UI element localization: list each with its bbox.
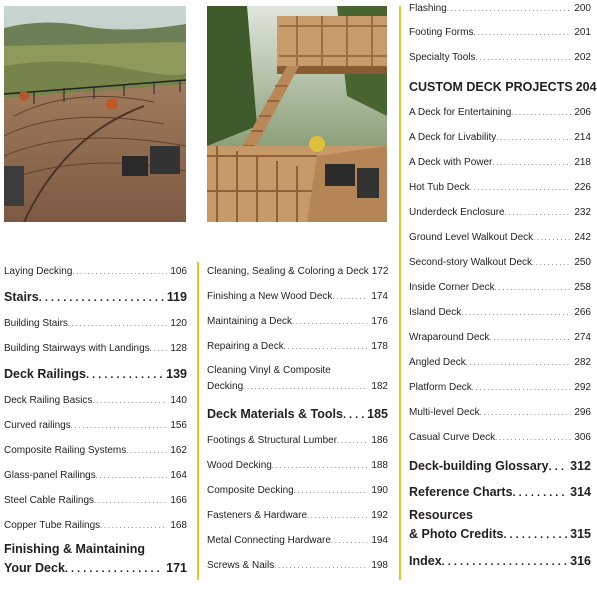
toc-entry[interactable]: Copper Tube Railings . . . 168 bbox=[4, 513, 187, 538]
toc-section-heading[interactable]: Index . . . 316 bbox=[409, 546, 591, 574]
toc-entry-line: Cleaning Vinyl & Composite bbox=[207, 365, 331, 376]
toc-entry[interactable]: Laying Decking . . . 106 bbox=[4, 259, 187, 284]
toc-entry[interactable]: Island Deck . . . 266 bbox=[409, 300, 591, 325]
toc-heading-line: Resources bbox=[409, 508, 473, 522]
toc-entry[interactable]: Metal Connecting Hardware . . . 194 bbox=[207, 528, 388, 553]
toc-entry[interactable]: Fasteners & Hardware . . . 192 bbox=[207, 503, 388, 528]
toc-entry[interactable]: Platform Deck . . . 292 bbox=[409, 375, 591, 400]
toc-section-heading[interactable]: Reference Charts . . . 314 bbox=[409, 478, 591, 504]
toc-entry[interactable]: Casual Curve Deck . . . 306 bbox=[409, 425, 591, 450]
toc-entry[interactable]: Finishing a New Wood Deck . . . 174 bbox=[207, 284, 388, 309]
deck-photo-elevated-stairs bbox=[207, 6, 387, 222]
toc-entry[interactable]: Footings & Structural Lumber . . . 186 bbox=[207, 428, 388, 453]
toc-entry[interactable]: Specialty Tools . . . 202 bbox=[409, 45, 591, 70]
toc-entry[interactable]: Composite Railing Systems . . . 162 bbox=[4, 438, 187, 463]
toc-entry[interactable]: Angled Deck . . . 282 bbox=[409, 350, 591, 375]
toc-entry[interactable]: Second-story Walkout Deck . . . 250 bbox=[409, 250, 591, 275]
toc-column-2 bbox=[207, 259, 388, 578]
toc-section-heading[interactable]: Deck-building Glossary . . . 312 bbox=[409, 450, 591, 478]
toc-section-heading[interactable]: CUSTOM DECK PROJECTS 204 bbox=[409, 80, 597, 94]
toc-entry[interactable]: Curved railings . . . 156 bbox=[4, 413, 187, 438]
toc-entry[interactable]: Building Stairs . . . 120 bbox=[4, 311, 187, 336]
toc-entry[interactable]: Screws & Nails . . . 198 bbox=[207, 553, 388, 578]
toc-entry-line: Decking . . . 182 bbox=[207, 378, 388, 398]
toc-entry[interactable]: A Deck for Livability . . . 214 bbox=[409, 125, 591, 150]
toc-entry[interactable]: A Deck with Power . . . 218 bbox=[409, 150, 591, 175]
toc-heading-line: Your Deck . . . 171 bbox=[4, 558, 187, 580]
toc-entry[interactable]: Inside Corner Deck . . . 258 bbox=[409, 275, 591, 300]
toc-entry[interactable]: Cleaning, Sealing & Coloring a Deck 172 bbox=[207, 266, 389, 277]
toc-column-3 bbox=[409, 0, 597, 574]
column-divider bbox=[197, 262, 199, 580]
toc-heading-line: Finishing & Maintaining bbox=[4, 542, 145, 556]
toc-entry[interactable]: Repairing a Deck . . . 178 bbox=[207, 334, 388, 359]
toc-entry[interactable]: Composite Decking . . . 190 bbox=[207, 478, 388, 503]
toc-entry[interactable]: Underdeck Enclosure . . . 232 bbox=[409, 200, 591, 225]
toc-entry[interactable]: Ground Level Walkout Deck . . . 242 bbox=[409, 225, 591, 250]
toc-entry[interactable]: Flashing . . . 200 bbox=[409, 0, 591, 20]
toc-section-heading[interactable] bbox=[4, 540, 187, 580]
toc-section-heading[interactable]: Stairs . . . 119 bbox=[4, 284, 187, 311]
deck-photo-curved-patio bbox=[4, 6, 186, 222]
toc-heading-line: & Photo Credits . . . 315 bbox=[409, 524, 591, 546]
toc-column-1 bbox=[4, 259, 187, 580]
toc-entry[interactable]: Glass-panel Railings . . . 164 bbox=[4, 463, 187, 488]
toc-entry[interactable]: Wood Decking . . . 188 bbox=[207, 453, 388, 478]
toc-entry[interactable]: Hot Tub Deck . . . 226 bbox=[409, 175, 591, 200]
toc-entry[interactable]: Building Stairways with Landings . . . 128 bbox=[4, 336, 187, 361]
toc-entry[interactable]: Deck Railing Basics . . . 140 bbox=[4, 388, 187, 413]
toc-section-heading[interactable]: Deck Railings . . . 139 bbox=[4, 361, 187, 388]
toc-section-heading[interactable] bbox=[409, 504, 591, 546]
toc-section-heading[interactable]: Deck Materials & Tools . . . 185 bbox=[207, 398, 388, 428]
toc-entry[interactable]: Wraparound Deck . . . 274 bbox=[409, 325, 591, 350]
toc-entry[interactable]: Maintaining a Deck . . . 176 bbox=[207, 309, 388, 334]
column-divider bbox=[399, 6, 401, 580]
toc-entry[interactable]: Multi-level Deck . . . 296 bbox=[409, 400, 591, 425]
toc-entry[interactable]: A Deck for Entertaining . . . 206 bbox=[409, 100, 591, 125]
toc-entry[interactable]: Steel Cable Railings . . . 166 bbox=[4, 488, 187, 513]
toc-entry[interactable]: Footing Forms . . . 201 bbox=[409, 20, 591, 45]
toc-entry[interactable] bbox=[207, 363, 388, 398]
